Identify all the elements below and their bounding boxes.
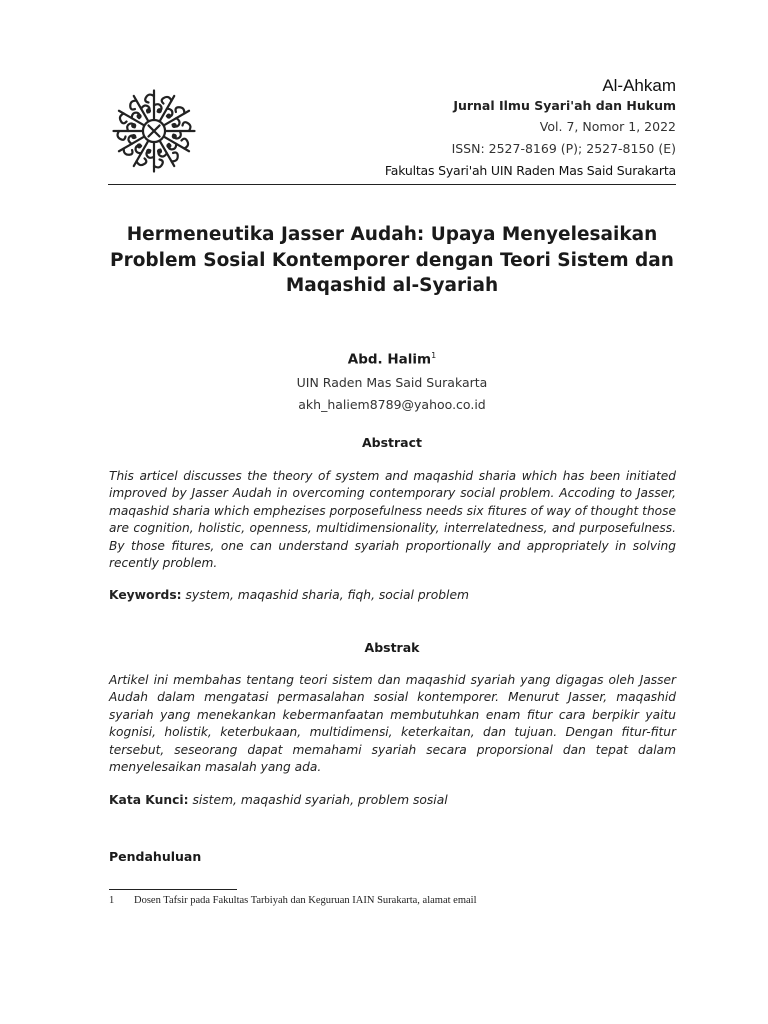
journal-subtitle: Jurnal Ilmu Syari'ah dan Hukum [453,98,676,113]
abstrak-text: Artikel ini membahas tentang teori sistem dan maqashid syariah yang digagas oleh Jasser Audah dalam mengatasi permasalahan sosial kontemporer. Menurut Jasser, maqashid syariah yang menekankan kebermanfaatan membutuhkan enam fitur cara berpikir yaitu kognisi, holistik, keterbukaan, multidimensi, keterkaitan, dan tujuan. Dengan fitur-fitur tersebut, seseorang dapat memahami syariah secara proporsional dan tepat dalam menyelesaikan masalah yang ada. [109,673,676,775]
abstract-text: This articel discusses the theory of system and maqashid sharia which has been initiated improved by Jasser Audah in overcoming contemporary social problem. Accoding to Jasser, maqashid sharia which emphezises porposefulness needs six fitures of way of thought those are cognition, holistic, openness, multidimensionality, interrelatedness, and purposefulness. By those fitures, one can understand syariah proportionally and appropriately in solving recently problem. [109,469,676,571]
abstrak-heading: Abstrak [364,640,420,655]
footnote [109,895,477,906]
keywords-line [109,588,469,602]
author-email[interactable]: akh_haliem8789@yahoo.co.id [298,397,486,412]
header-divider [108,184,676,185]
ornamental-calligraphy-logo-icon [108,85,200,177]
journal-faculty: Fakultas Syari'ah UIN Raden Mas Said Surakarta [384,163,676,178]
journal-issn: ISSN: 2527-8169 (P); 2527-8150 (E) [451,141,676,156]
journal-volume: Vol. 7, Nomor 1, 2022 [539,119,676,134]
abstract-heading: Abstract [361,435,423,450]
keywords-label: Keywords: [109,588,182,602]
author-affiliation: UIN Raden Mas Said Surakarta [296,375,488,390]
author-footnote-mark[interactable]: 1 [431,351,437,360]
footnote-divider [109,889,237,890]
journal-name: Al-Ahkam [602,76,676,95]
kata-kunci-line [109,793,448,807]
kata-kunci-label: Kata Kunci: [109,793,189,807]
footnote-text: Dosen Tafsir pada Fakultas Tarbiyah dan Keguruan IAIN Surakarta, alamat email [134,895,477,906]
footnote-number: 1 [109,895,115,906]
author-name: Abd. Halim [347,351,432,368]
section-heading-pendahuluan: Pendahuluan [109,849,202,864]
kata-kunci-value: sistem, maqashid syariah, problem sosial [192,793,448,807]
keywords-value: system, maqashid sharia, fiqh, social problem [185,588,470,602]
author-line [108,351,676,368]
article-title: Hermeneutika Jasser Audah: Upaya Menyelesaikan Problem Sosial Kontemporer dengan Teori Sistem dan Maqashid al-Syariah [110,224,674,296]
